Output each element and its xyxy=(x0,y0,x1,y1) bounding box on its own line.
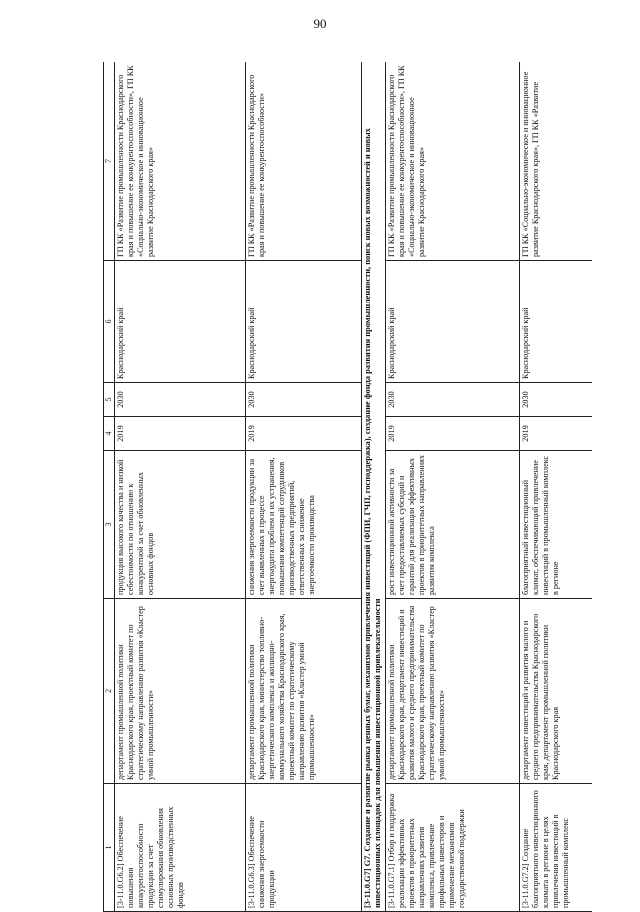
column-number: 2 xyxy=(104,599,115,784)
section-row xyxy=(362,62,386,912)
column-number: 1 xyxy=(104,784,115,912)
territory-cell: Краснодарский край xyxy=(115,261,246,383)
program-cell: ГП КК «Социально-экономическое и инновационное развитие Краснодарского края», ГП КК «Развитие xyxy=(519,62,592,261)
responsible-cell: департамент промышленной политики Краснодарского края, министерство топливно-энергетического комплекса и жилищно-коммунального хозяйства Краснодарского края, проектный комитет по стратегическому направлению развития «Кластер умной промышленности» xyxy=(246,599,362,784)
result-cell: благоприятный инвестиционный климат, обеспечивающий привлечение инвестиций в промышленный комплекс в регионе xyxy=(519,451,592,599)
document-table-viewport xyxy=(103,62,592,912)
table-row xyxy=(385,62,519,912)
column-number: 3 xyxy=(104,451,115,599)
responsible-cell: департамент промышленной политики Краснодарского края, проектный комитет по стратегическому направлению развития «Кластер умной промышленности» xyxy=(115,599,246,784)
column-number: 6 xyxy=(104,261,115,383)
table-row xyxy=(115,62,246,912)
end-year-cell: 2030 xyxy=(115,383,246,417)
responsible-cell: департамент промышленной политики Краснодарского края, департамент инвестиций и развития малого и среднего предпринимательства Краснодарского края, проектный комитет по стратегическому направлению развития «Кластер умной промышленности» xyxy=(385,599,519,784)
start-year-cell: 2019 xyxy=(519,417,592,451)
territory-cell: Краснодарский край xyxy=(519,261,592,383)
column-number: 7 xyxy=(104,62,115,261)
measure-cell: [3-11.0.G6.3] Обеспечение снижения энергоемкости продукции xyxy=(246,784,362,912)
table-row xyxy=(519,62,592,912)
measure-cell: [3-11.0.G7.2] Создание благоприятного инвестиционного климата в регионе в целях привлечения инвестиций в промышленный комплекс xyxy=(519,784,592,912)
responsible-cell: департамент инвестиций и развития малого и среднего предпринимательства Краснодарского края, департамент промышленной политики Краснодарского края xyxy=(519,599,592,784)
end-year-cell: 2030 xyxy=(519,383,592,417)
measure-cell: [3-11.0.G6.2] Обеспечение повышения конкурентоспособности продукции за счет стимулирования обновления основных производственных фондов xyxy=(115,784,246,912)
territory-cell: Краснодарский край xyxy=(246,261,362,383)
start-year-cell: 2019 xyxy=(115,417,246,451)
start-year-cell: 2019 xyxy=(246,417,362,451)
table-row xyxy=(246,62,362,912)
column-number: 4 xyxy=(104,417,115,451)
result-cell: продукция высокого качества и низкой себестоимости по отношению к конкурентной за счет обновленных основных фондов xyxy=(115,451,246,599)
page-number: 90 xyxy=(313,16,327,31)
measure-cell: [3-11.0.G7.1] Отбор и поддержка реализации эффективных проектов в приоритетных направлениях развития комплекса, привлечение профильных инвесторов и применение механизмов государственной поддержки xyxy=(385,784,519,912)
start-year-cell: 2019 xyxy=(385,417,519,451)
rotated-table-wrapper xyxy=(103,62,592,912)
end-year-cell: 2030 xyxy=(385,383,519,417)
result-cell: снижения энергоемкости продукции за счет выявленных в процессе энергоаудита проблем и их устранения, повышения компетенций сотрудников производственных предприятий, ответственных за снижение энергоемкости производства xyxy=(246,451,362,599)
program-cell: ГП КК «Развитие промышленности Краснодарского края и повышение ее конкурентоспособности», ГП КК «Социально-экономическое и инновационное развитие Краснодарского края» xyxy=(115,62,246,261)
measures-table xyxy=(103,62,592,912)
column-number: 5 xyxy=(104,383,115,417)
end-year-cell: 2030 xyxy=(246,383,362,417)
territory-cell: Краснодарский край xyxy=(385,261,519,383)
program-cell: ГП КК «Развитие промышленности Краснодарского края и повышение ее конкурентоспособности», ГП КК «Социально-экономическое и инновационное развитие Краснодарского края» xyxy=(385,62,519,261)
section-heading: [3-11.0.G7] G7. Создание и развитие рынка ценных бумаг, механизмов привлечения инвестиций (ФПИ, ГЧП, господдержка), создание фонда развития промышленности, поиск новых возможностей и новых инвестиционных площадок для повышения инвестиционной привлекательности xyxy=(362,62,386,912)
result-cell: рост инвестиционной активности за счет предоставляемых субсидий и гарантий для реализации эффективных проектов в приоритетных направлениях развития комплекса xyxy=(385,451,519,599)
column-number-row xyxy=(104,62,115,912)
program-cell: ГП КК «Развитие промышленности Краснодарского края и повышение ее конкурентоспособности» xyxy=(246,62,362,261)
